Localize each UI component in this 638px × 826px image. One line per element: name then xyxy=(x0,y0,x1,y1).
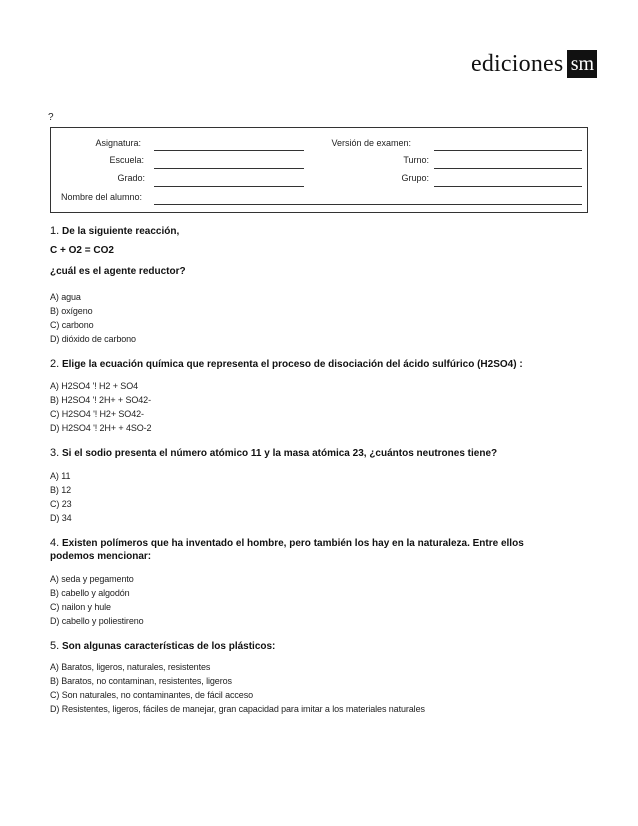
option-5b[interactable]: B) Baratos, no contaminan, resistentes, ligeros xyxy=(50,676,232,686)
question-1-equation: C + O2 = CO2 xyxy=(50,245,114,256)
question-number: 5. xyxy=(50,640,60,652)
question-number: 1. xyxy=(50,225,60,237)
option-4d[interactable]: D) cabello y poliestireno xyxy=(50,616,144,626)
question-3 xyxy=(50,447,497,459)
asignatura-label: Asignatura: xyxy=(95,138,141,148)
publisher-logo xyxy=(471,50,597,78)
escuela-label: Escuela: xyxy=(109,155,144,165)
option-4c[interactable]: C) nailon y hule xyxy=(50,602,111,612)
option-4a[interactable]: A) seda y pegamento xyxy=(50,574,134,584)
header-mark: ? xyxy=(48,112,54,123)
nombre-line[interactable] xyxy=(154,204,582,205)
nombre-label: Nombre del alumno: xyxy=(61,192,143,202)
option-1d[interactable]: D) dióxido de carbono xyxy=(50,334,136,344)
option-2c[interactable]: C) H2SO4 '! H2+ SO42- xyxy=(50,409,144,419)
turno-label: Turno: xyxy=(403,155,429,165)
question-number: 3. xyxy=(50,447,60,459)
question-text: Elige la ecuación química que representa el proceso de disociación del ácido sulfúrico (H2SO4) : xyxy=(61,359,523,370)
escuela-line[interactable] xyxy=(154,168,304,169)
grado-label: Grado: xyxy=(117,173,145,183)
question-text: De la siguiente reacción, xyxy=(61,226,180,237)
question-text: Existen polímeros que ha inventado el hombre, pero también los hay en la naturaleza. Entre ellos podemos mencionar: xyxy=(50,538,524,562)
option-5a[interactable]: A) Baratos, ligeros, naturales, resistentes xyxy=(50,662,211,672)
logo-word: ediciones xyxy=(471,51,564,77)
option-5c[interactable]: C) Son naturales, no contaminantes, de fácil acceso xyxy=(50,690,254,700)
option-1a[interactable]: A) agua xyxy=(50,292,81,302)
option-1b[interactable]: B) oxígeno xyxy=(50,306,93,316)
asignatura-line[interactable] xyxy=(154,150,304,151)
question-1 xyxy=(50,225,179,237)
version-label: Versión de examen: xyxy=(331,138,411,148)
option-3d[interactable]: D) 34 xyxy=(50,513,72,523)
student-info-box xyxy=(50,127,588,213)
question-text: Son algunas características de los plásticos: xyxy=(61,641,276,652)
turno-line[interactable] xyxy=(434,168,582,169)
option-5d[interactable]: D) Resistentes, ligeros, fáciles de manejar, gran capacidad para imitar a los materiales naturales xyxy=(50,704,425,714)
question-5 xyxy=(50,640,275,652)
version-line[interactable] xyxy=(434,150,582,151)
grupo-label: Grupo: xyxy=(401,173,429,183)
question-number: 2. xyxy=(50,358,60,370)
option-3c[interactable]: C) 23 xyxy=(50,499,72,509)
question-number: 4. xyxy=(50,537,60,549)
grado-line[interactable] xyxy=(154,186,304,187)
question-2 xyxy=(50,358,523,370)
option-1c[interactable]: C) carbono xyxy=(50,320,94,330)
question-1-prompt: ¿cuál es el agente reductor? xyxy=(50,266,186,277)
logo-box: sm xyxy=(567,50,597,78)
option-2d[interactable]: D) H2SO4 '! 2H+ + 4SO-2 xyxy=(50,423,152,433)
grupo-line[interactable] xyxy=(434,186,582,187)
option-4b[interactable]: B) cabello y algodón xyxy=(50,588,130,598)
option-2b[interactable]: B) H2SO4 '! 2H+ + SO42- xyxy=(50,395,151,405)
option-3b[interactable]: B) 12 xyxy=(50,485,72,495)
option-3a[interactable]: A) 11 xyxy=(50,471,71,481)
question-text: Si el sodio presenta el número atómico 11 y la masa atómica 23, ¿cuántos neutrones tiene? xyxy=(61,448,498,459)
option-2a[interactable]: A) H2SO4 '! H2 + SO4 xyxy=(50,381,139,391)
question-4 xyxy=(50,537,570,563)
